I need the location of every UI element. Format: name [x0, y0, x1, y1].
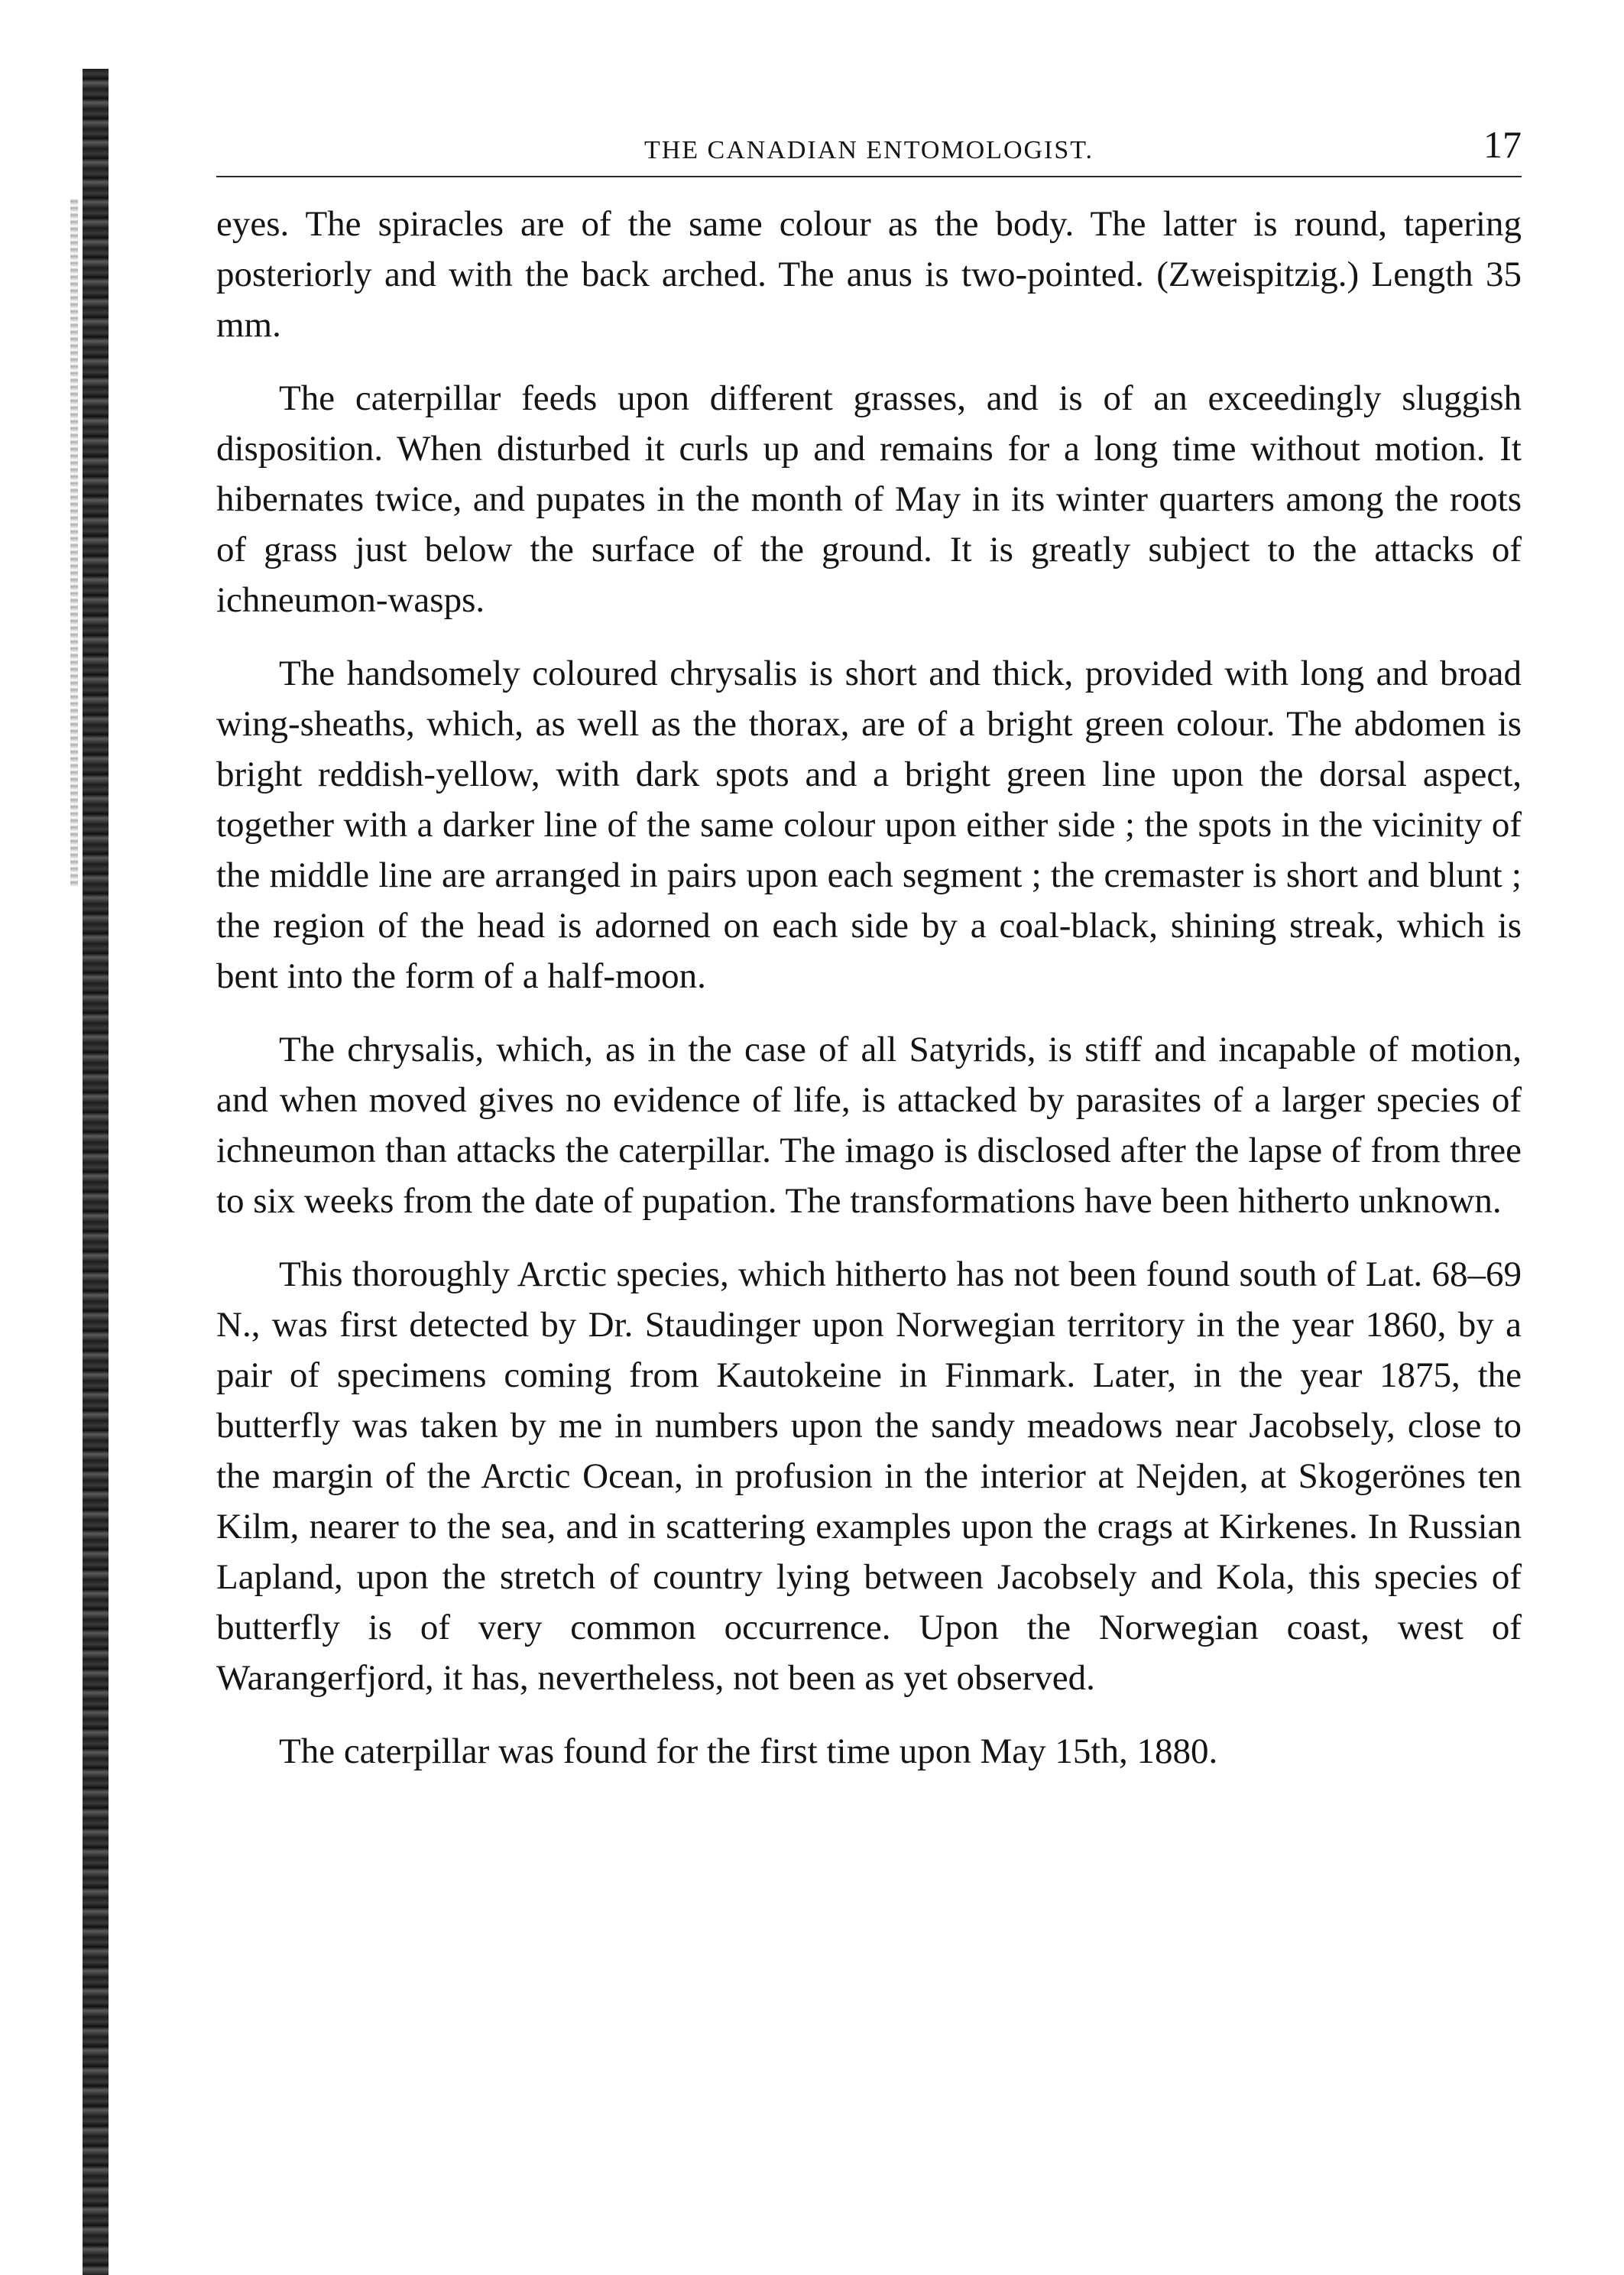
book-binding-edge	[83, 69, 109, 2275]
paragraph-first-found: The caterpillar was found for the first time upon May 15th, 1880.	[279, 1731, 1218, 1771]
journal-title: THE CANADIAN ENTOMOLOGIST.	[643, 136, 1094, 164]
paragraph-chrysalis-parasites: The chrysalis, which, as in the case of all Satyrids, is stiff and incapable of motion, and when moved gives no evidence of life, is attacked by parasites of a larger species of ichneumon than attacks the caterpillar. The imago is disclosed after the lapse of from three to six weeks from the date of pupation. The transformations have been hitherto unknown.	[216, 1030, 1522, 1221]
body-text	[216, 199, 1522, 1777]
paragraph-caterpillar-habits: The caterpillar feeds upon different grasses, and is of an exceedingly sluggish disposition. When disturbed it curls up and remains for a long time without motion. It hibernates twice, and pupates in the month of May in its winter quarters among the roots of grass just below the surface of the ground. It is greatly subject to the attacks of ichneumon-wasps.	[216, 378, 1522, 620]
document-page	[216, 122, 1522, 1800]
page-number: 17	[1483, 123, 1522, 166]
paragraph-continuation: eyes. The spiracles are of the same colour as the body. The latter is round, tapering posteriorly and with the back arched. The anus is two-pointed. (Zweispitzig.) Length 35 mm.	[216, 204, 1522, 345]
paragraph-distribution: This thoroughly Arctic species, which hitherto has not been found south of Lat. 68–69 N., was first detected by Dr. Staudinger upon Norwegian territory in the year 1860, by a pair of specimens coming from Kautokeine in Finmark. Later, in the year 1875, the butterfly was taken by me in numbers upon the sandy meadows near Jacobsely, close to the margin of the Arctic Ocean, in profusion in the interior at Nejden, at Skogerönes ten Kilm, nearer to the sea, and in scattering examples upon the crags at Kirkenes. In Russian Lapland, upon the stretch of country lying between Jacobsely and Kola, this species of butterfly is of very common occurrence. Upon the Norwegian coast, west of Warangerfjord, it has, nevertheless, not been as yet observed.	[216, 1254, 1522, 1698]
paragraph-chrysalis-description: The handsomely coloured chrysalis is short and thick, provided with long and broad wing-sheaths, which, as well as the thorax, are of a bright green colour. The abdomen is bright reddish-yellow, with dark spots and a bright green line upon the dorsal aspect, together with a darker line of the same colour upon either side ; the spots in the vicinity of the middle line are arranged in pairs upon each segment ; the cremaster is short and blunt ; the region of the head is adorned on each side by a coal-black, shining streak, which is bent into the form of a half-moon.	[216, 654, 1522, 996]
binding-shadow	[70, 199, 78, 887]
running-head	[216, 122, 1522, 177]
